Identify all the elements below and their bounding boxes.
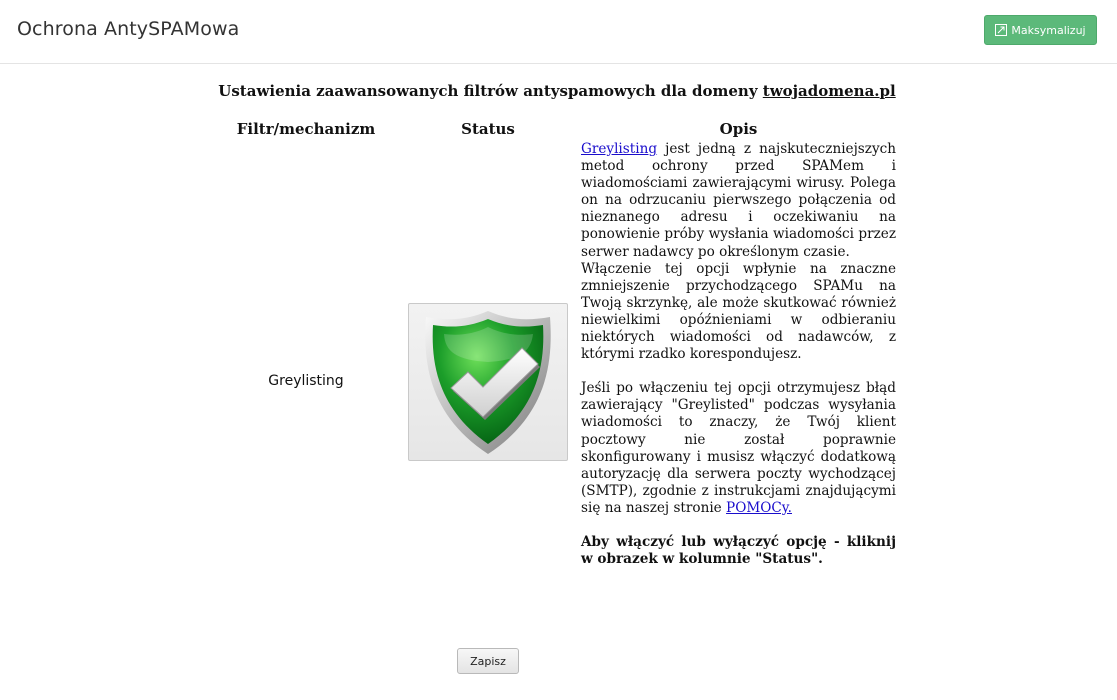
app-title: Ochrona AntySPAMowa: [17, 18, 240, 40]
description-paragraph-1: Greylisting jest jedną z najskuteczniejszych metod ochrony przed SPAMem i wiadomościami zawierającymi wirusy. Polega on na odrzucaniu pierwszego połączenia od nieznanego adresu i oczekiwaniu na ponowienie próby wysłania wiadomości przez serwer nadawcy po określonym czasie.: [581, 141, 896, 260]
toggle-instruction: Aby włączyć lub wyłączyć opcję - kliknij w obrazek w kolumnie "Status".: [581, 533, 896, 568]
section-title: [0, 82, 1114, 100]
green-shield-check-icon: [409, 304, 567, 460]
column-header-description: Opis: [719, 120, 758, 138]
section-title-text: Ustawienia zaawansowanych filtrów antyspamowych dla domeny: [218, 82, 758, 100]
greylisting-link[interactable]: Greylisting: [581, 141, 658, 157]
description-paragraph-3: Jeśli po włączeniu tej opcji otrzymujesz błąd zawierający "Greylisted" podczas wysyłania wiadomości to znaczy, że Twój klient pocztowy nie został poprawnie skonfigurowany i musisz włączyć dodatkową autoryzację dla serwera poczty wychodzącej (SMTP), zgodnie z instrukcjami znajdującymi się na naszej stronie POMOCy.: [581, 380, 896, 516]
column-header-filter: Filtr/mechanizm: [236, 120, 376, 138]
save-button[interactable]: Zapisz: [457, 648, 519, 674]
expand-icon: [995, 24, 1007, 36]
column-header-status: Status: [461, 120, 515, 138]
status-toggle-greylisting[interactable]: [408, 303, 568, 461]
description-paragraph-2: Włączenie tej opcji wpłynie na znaczne zmniejszenie przychodzącego SPAMu na Twoją skrzynkę, ale może skutkować również niewielkimi opóźnieniami w odbieraniu niektórych wiadomości od nadawców, z którymi rzadko korespondujesz.: [581, 260, 896, 363]
maximize-button[interactable]: [984, 15, 1097, 45]
filter-name-greylisting: Greylisting: [268, 373, 344, 389]
filter-description: [581, 141, 896, 568]
maximize-button-label: Maksymalizuj: [1011, 23, 1086, 37]
app-header: [0, 0, 1117, 64]
help-link[interactable]: POMOCy.: [726, 499, 792, 516]
domain-name: twojadomena.pl: [762, 82, 896, 100]
